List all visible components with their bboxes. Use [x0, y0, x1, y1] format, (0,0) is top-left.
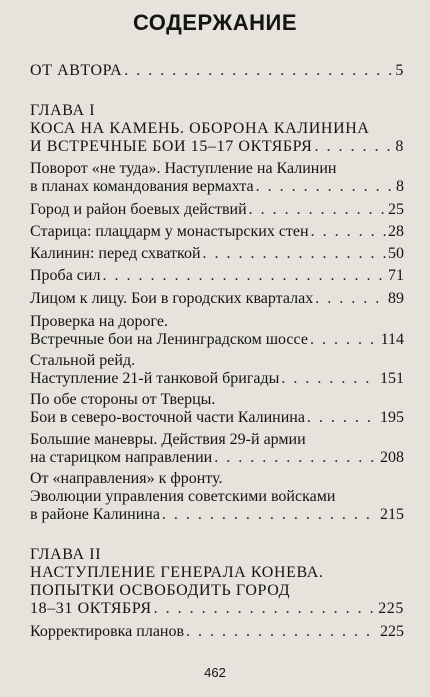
leader-dots: [314, 137, 393, 157]
toc-entry-page: 151: [380, 370, 404, 387]
toc-entry-line: От «направления» к фронту.: [30, 470, 223, 487]
toc-entry-line: Лицом к лицу. Бои в городских кварталах . . . 89: [30, 289, 404, 309]
toc-entry-line: Город и район боевых действий . . . 25: [30, 200, 404, 220]
toc-entry-page: 195: [380, 409, 404, 426]
toc-entry-page: 5: [395, 62, 404, 79]
toc-entry-page: 28: [388, 223, 404, 240]
toc-entry-line: Корректировка планов . . . 225: [30, 622, 404, 642]
toc-entry-page: 50: [388, 245, 404, 262]
leader-dots: [249, 200, 386, 220]
leader-dots: [203, 244, 386, 264]
toc-entry-line: Проверка на дороге.: [30, 313, 169, 330]
toc-entry-line: Встречные бои на Ленинградском шоссе . . . 114: [30, 330, 404, 350]
toc-entry-page: 25: [388, 201, 404, 218]
leader-dots: [214, 448, 378, 468]
page-number: 462: [204, 665, 226, 680]
leader-dots: [281, 369, 378, 389]
toc-entry-line: в районе Калинина . . . 215: [30, 505, 404, 525]
toc-entry-author: [30, 61, 404, 81]
toc-entry-line: Калинин: перед схваткой . . . 50: [30, 244, 404, 264]
toc-entry-line: Бои в северо-восточной части Калинина . . . 195: [30, 408, 404, 428]
toc-entry-page: 208: [380, 449, 404, 466]
toc-entry-line: Стальной рейд.: [30, 352, 136, 369]
toc-entry-line: Поворот «не туда». Наступление на Калинин: [30, 160, 337, 177]
toc-entry-line: Наступление 21-й танковой бригады . . . 151: [30, 369, 404, 389]
toc-entry-page: 89: [388, 290, 404, 307]
toc-heading: СОДЕРЖАНИЕ: [132, 10, 298, 35]
toc-entry-line: Старица: плацдарм у монастырских стен . . . 28: [30, 222, 404, 242]
chapter-2-page: 225: [378, 600, 404, 617]
chapter-2-title-line2: ПОПЫТКИ ОСВОБОДИТЬ ГОРОД: [30, 582, 291, 599]
toc-entry-page: 71: [388, 267, 404, 284]
toc-entry-line: на старицком направлении . . . 208: [30, 448, 404, 468]
toc-entry-line: Проба сил . . . 71: [30, 266, 404, 286]
chapter-1-label: ГЛАВА I: [30, 102, 96, 119]
leader-dots: [154, 599, 377, 619]
chapter-2-label: ГЛАВА II: [30, 546, 102, 563]
toc-entry-page: 215: [380, 506, 404, 523]
leader-dots: [311, 222, 386, 242]
toc-entry-line: в планах командования вермахта . . . 8: [30, 177, 404, 197]
chapter-2-title-line1: НАСТУПЛЕНИЕ ГЕНЕРАЛА КОНЕВА.: [30, 564, 324, 581]
chapter-1-page: 8: [395, 138, 404, 155]
leader-dots: [310, 330, 379, 350]
toc-entry-page: 114: [380, 331, 404, 348]
leader-dots: [162, 505, 378, 525]
leader-dots: [256, 177, 394, 197]
toc-entry-line: Эволюции управления советскими войсками: [30, 488, 336, 505]
leader-dots: [315, 289, 386, 309]
leader-dots: [307, 408, 378, 428]
toc-entry-title: ОТ АВТОРА: [30, 62, 123, 79]
leader-dots: [124, 61, 393, 81]
leader-dots: [186, 622, 378, 642]
chapter-1-title-line2: И ВСТРЕЧНЫЕ БОИ 15–17 ОКТЯБРЯ . . . 8: [30, 137, 404, 157]
leader-dots: [102, 266, 386, 286]
toc-entry-line: По обе стороны от Тверцы.: [30, 391, 216, 408]
chapter-2-title-line3: 18–31 ОКТЯБРЯ . . . 225: [30, 599, 404, 619]
chapter-1-title-line1: КОСА НА КАМЕНЬ. ОБОРОНА КАЛИНИНА: [30, 120, 370, 137]
toc-entry-line: Большие маневры. Действия 29-й армии: [30, 431, 306, 448]
toc-entry-page: 8: [396, 178, 404, 195]
toc-entry-page: 225: [380, 623, 404, 640]
